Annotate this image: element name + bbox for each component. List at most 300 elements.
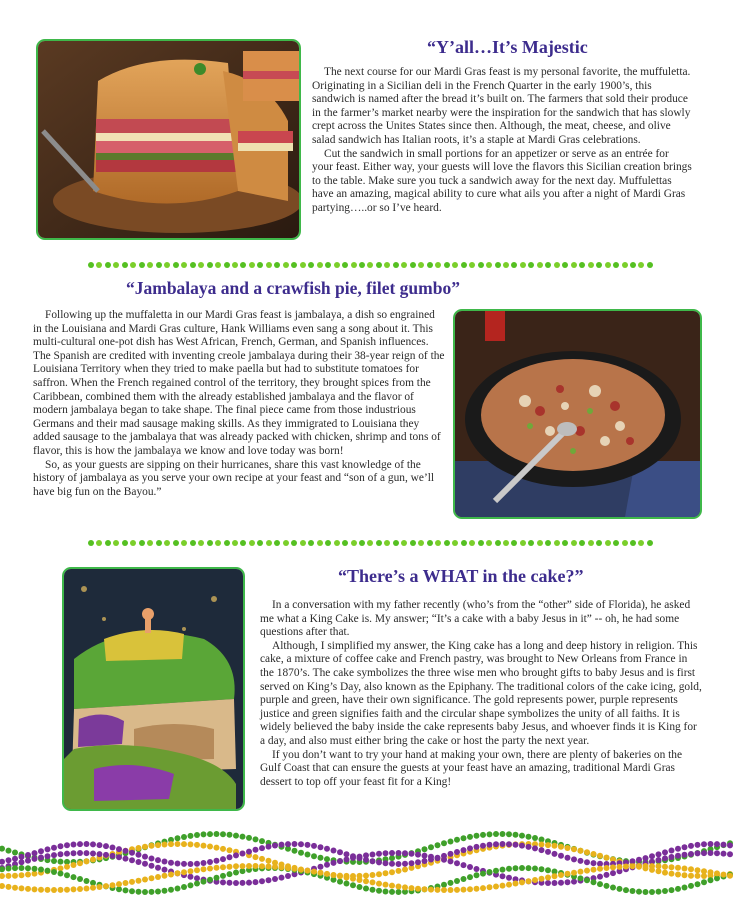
bead bbox=[123, 887, 129, 893]
bead bbox=[688, 883, 694, 889]
bead bbox=[266, 844, 272, 850]
bead bbox=[604, 872, 610, 878]
bead bbox=[454, 878, 460, 884]
bead bbox=[688, 851, 694, 857]
bead bbox=[552, 880, 558, 886]
bead bbox=[448, 858, 454, 864]
bead bbox=[558, 872, 564, 878]
bead bbox=[0, 883, 5, 889]
bead bbox=[682, 872, 688, 878]
bead bbox=[77, 841, 83, 847]
bead bbox=[552, 851, 558, 857]
bead bbox=[201, 866, 207, 872]
bead bbox=[467, 874, 473, 880]
bead bbox=[162, 842, 168, 848]
bead bbox=[123, 848, 129, 854]
bead bbox=[331, 872, 337, 878]
bead bbox=[168, 872, 174, 878]
bead bbox=[467, 845, 473, 851]
bead bbox=[721, 851, 727, 857]
bead bbox=[259, 863, 265, 869]
bead bbox=[727, 842, 733, 848]
bead bbox=[51, 887, 57, 893]
bead bbox=[136, 859, 142, 865]
bead bbox=[51, 858, 57, 864]
bead bbox=[454, 887, 460, 893]
bead bbox=[6, 848, 12, 854]
bead bbox=[344, 881, 350, 887]
bead bbox=[155, 874, 161, 880]
bead bbox=[19, 854, 25, 860]
bead bbox=[194, 867, 200, 873]
bead bbox=[19, 872, 25, 878]
bead bbox=[558, 880, 564, 886]
bead bbox=[363, 873, 369, 879]
bead bbox=[389, 869, 395, 875]
bead bbox=[578, 875, 584, 881]
bead bbox=[188, 874, 194, 880]
bead bbox=[610, 870, 616, 876]
bead bbox=[526, 844, 532, 850]
bead bbox=[370, 879, 376, 885]
bead bbox=[675, 872, 681, 878]
bead bbox=[565, 871, 571, 877]
bead bbox=[207, 859, 213, 865]
bead bbox=[682, 852, 688, 858]
bead bbox=[25, 865, 31, 871]
bead bbox=[0, 873, 5, 879]
bead bbox=[84, 841, 90, 847]
bead bbox=[90, 851, 96, 857]
bead bbox=[162, 873, 168, 879]
jambalaya-paragraph: Following up the muffaletta in our Mardi Gras feast is jambalaya, a dish so engrained in the Louisiana and Mardi Gras culture, Hank Williams even sang a song about it. This multi-cultural one-pot dish has West African, French, German, and Spanish influences. The Spanish are credited with inventing creole jambalaya during their 38-year reign of the Louisiana Territory when they tried to make paella but had to substitute tomatoes for saffron. When the French regained control of the territory, they brought spices from the Caribbean, combined them with the already established jambalaya and the flavor of modern jambalaya began to take shape. The final piece came from those industrious Germans and their mad sausage making skills. As they immigrated to Louisiana they added sausage to the jambalaya that was already packed with chicken, shrimp and tons of flavor, this is how the jambalaya we know and love today was born! bbox=[33, 309, 445, 457]
bead bbox=[610, 864, 616, 870]
bead bbox=[526, 865, 532, 871]
bead bbox=[64, 851, 70, 857]
bead bbox=[506, 882, 512, 888]
bead bbox=[175, 835, 181, 841]
bead bbox=[38, 848, 44, 854]
bead bbox=[402, 861, 408, 867]
bead bbox=[344, 851, 350, 857]
bead bbox=[584, 877, 590, 883]
bead bbox=[571, 870, 577, 876]
dot-divider-2 bbox=[88, 540, 653, 546]
bead bbox=[19, 865, 25, 871]
bead bbox=[656, 889, 662, 895]
bead bbox=[441, 853, 447, 859]
bead bbox=[253, 863, 259, 869]
bead bbox=[643, 855, 649, 861]
bead bbox=[474, 833, 480, 839]
bead bbox=[324, 871, 330, 877]
bead bbox=[233, 870, 239, 876]
bead bbox=[467, 834, 473, 840]
bead bbox=[448, 851, 454, 857]
bead bbox=[194, 842, 200, 848]
bead bbox=[207, 844, 213, 850]
bead bbox=[448, 839, 454, 845]
bead bbox=[90, 857, 96, 863]
bead bbox=[188, 861, 194, 867]
jambalaya-heading: “Jambalaya and a crawfish pie, filet gumbo” bbox=[126, 278, 460, 298]
bead bbox=[539, 847, 545, 853]
bead bbox=[409, 860, 415, 866]
bead bbox=[6, 884, 12, 890]
bead bbox=[259, 878, 265, 884]
king-cake-paragraph: If you don’t want to try your hand at making your own, there are plenty of bakeries on the Gulf Coast that can ensure the guests at your feast have an amazing, traditional Mardi Gras dessert to top off your feast fit for a King! bbox=[260, 748, 683, 788]
bead bbox=[591, 867, 597, 873]
bead bbox=[682, 866, 688, 872]
bead bbox=[129, 888, 135, 894]
muffuletta-photo bbox=[36, 39, 301, 240]
bead bbox=[448, 887, 454, 893]
bead bbox=[285, 841, 291, 847]
bead bbox=[188, 882, 194, 888]
bead bbox=[350, 876, 356, 882]
bead bbox=[487, 869, 493, 875]
bead bbox=[19, 885, 25, 891]
bead bbox=[383, 889, 389, 895]
bead bbox=[331, 848, 337, 854]
bead bbox=[695, 873, 701, 879]
bead bbox=[64, 864, 70, 870]
bead bbox=[396, 868, 402, 874]
bead bbox=[142, 861, 148, 867]
bead bbox=[136, 878, 142, 884]
bead bbox=[110, 845, 116, 851]
bead bbox=[480, 885, 486, 891]
bead bbox=[370, 852, 376, 858]
bead bbox=[396, 861, 402, 867]
bead bbox=[688, 866, 694, 872]
bead bbox=[649, 863, 655, 869]
bead bbox=[285, 873, 291, 879]
bead bbox=[233, 833, 239, 839]
bead bbox=[610, 885, 616, 891]
bead bbox=[714, 841, 720, 847]
bead bbox=[279, 842, 285, 848]
bead bbox=[129, 850, 135, 856]
bead bbox=[240, 863, 246, 869]
bead bbox=[383, 870, 389, 876]
bead bbox=[136, 889, 142, 895]
bead bbox=[90, 841, 96, 847]
bead bbox=[0, 846, 5, 852]
bead bbox=[103, 843, 109, 849]
bead bbox=[578, 869, 584, 875]
bead bbox=[422, 846, 428, 852]
bead bbox=[149, 889, 155, 895]
bead bbox=[142, 844, 148, 850]
bead bbox=[162, 888, 168, 894]
bead bbox=[396, 850, 402, 856]
bead bbox=[591, 879, 597, 885]
bead bbox=[58, 843, 64, 849]
bead bbox=[636, 863, 642, 869]
bead bbox=[662, 864, 668, 870]
bead bbox=[409, 851, 415, 857]
bead bbox=[77, 876, 83, 882]
bead bbox=[181, 884, 187, 890]
bead bbox=[370, 872, 376, 878]
bead bbox=[376, 851, 382, 857]
bead bbox=[415, 852, 421, 858]
bead bbox=[714, 870, 720, 876]
bead bbox=[246, 835, 252, 841]
bead bbox=[532, 866, 538, 872]
bead bbox=[253, 836, 259, 842]
mardi-gras-beads-border bbox=[0, 820, 735, 900]
bead bbox=[389, 889, 395, 895]
bead bbox=[318, 855, 324, 861]
muffuletta-heading: “Y’all…It’s Majestic bbox=[427, 37, 588, 57]
bead bbox=[246, 880, 252, 886]
bead bbox=[597, 866, 603, 872]
bead bbox=[45, 846, 51, 852]
bead bbox=[643, 863, 649, 869]
bead bbox=[6, 873, 12, 879]
bead bbox=[545, 880, 551, 886]
bead bbox=[526, 878, 532, 884]
bead bbox=[422, 886, 428, 892]
bead bbox=[591, 851, 597, 857]
bead bbox=[259, 845, 265, 851]
bead bbox=[383, 882, 389, 888]
bead bbox=[188, 868, 194, 874]
bead bbox=[545, 867, 551, 873]
bead bbox=[558, 844, 564, 850]
bead bbox=[714, 850, 720, 856]
muffuletta-paragraph: The next course for our Mardi Gras feast is my personal favorite, the muffuletta. Originating in a Sicilian deli in the French Quarter in the early 1900’s, this sandwich is named after the bread it’s built on. The farmers that sold their produce in the farmer’s market nearby were the inspiration for the sandwich that has slowly crept across the Unites States since then. Although, the meat, cheese, and olive salad sandwich has Italian roots, it’s a staple at Mardi Gras celebrations. bbox=[312, 66, 691, 146]
bead bbox=[545, 875, 551, 881]
bead bbox=[142, 854, 148, 860]
bead bbox=[324, 846, 330, 852]
bead bbox=[474, 866, 480, 872]
bead bbox=[675, 853, 681, 859]
bead bbox=[227, 871, 233, 877]
bead bbox=[233, 880, 239, 886]
bead bbox=[77, 850, 83, 856]
bead bbox=[396, 889, 402, 895]
bead bbox=[142, 877, 148, 883]
bead bbox=[123, 856, 129, 862]
bead bbox=[58, 859, 64, 865]
bead bbox=[136, 845, 142, 851]
bead bbox=[64, 872, 70, 878]
bead bbox=[682, 885, 688, 891]
bead bbox=[708, 869, 714, 875]
bead bbox=[604, 865, 610, 871]
bead bbox=[12, 856, 18, 862]
bead bbox=[506, 875, 512, 881]
bead bbox=[441, 840, 447, 846]
bead bbox=[578, 858, 584, 864]
bead bbox=[344, 875, 350, 881]
bead bbox=[240, 880, 246, 886]
bead bbox=[220, 864, 226, 870]
bead bbox=[38, 887, 44, 893]
bead bbox=[259, 838, 265, 844]
bead bbox=[84, 878, 90, 884]
bead bbox=[71, 874, 77, 880]
bead bbox=[0, 859, 5, 865]
bead bbox=[604, 855, 610, 861]
bead bbox=[149, 863, 155, 869]
bead bbox=[259, 856, 265, 862]
bead bbox=[669, 854, 675, 860]
bead bbox=[474, 886, 480, 892]
bead bbox=[142, 889, 148, 895]
bead bbox=[552, 843, 558, 849]
bead bbox=[318, 844, 324, 850]
bead bbox=[402, 867, 408, 873]
bead bbox=[181, 841, 187, 847]
dot-divider-1 bbox=[88, 262, 653, 268]
bead bbox=[662, 888, 668, 894]
bead bbox=[532, 835, 538, 841]
bead bbox=[656, 851, 662, 857]
bead bbox=[207, 877, 213, 883]
bead bbox=[201, 831, 207, 837]
bead bbox=[214, 875, 220, 881]
bead bbox=[344, 857, 350, 863]
bead bbox=[227, 864, 233, 870]
bead bbox=[324, 862, 330, 868]
bead bbox=[506, 841, 512, 847]
bead bbox=[337, 858, 343, 864]
bead bbox=[441, 882, 447, 888]
bead bbox=[77, 860, 83, 866]
bead bbox=[500, 883, 506, 889]
bead bbox=[175, 870, 181, 876]
bead bbox=[45, 853, 51, 859]
bead bbox=[292, 848, 298, 854]
bead bbox=[571, 856, 577, 862]
muffuletta-paragraph: Cut the sandwich in small portions for an appetizer or serve as an entrée for your feast. Either way, your guests will love the flavors this Sicilian creation brings to the table. Make sure you tuck a sandwich away for the next day. Muffulettas have an amazing, magical ability to cure what ails you after a night of Mardi Gras partying…..or so I’ve heard. bbox=[312, 147, 692, 214]
bead bbox=[201, 860, 207, 866]
bead bbox=[428, 844, 434, 850]
bead bbox=[272, 843, 278, 849]
bead bbox=[617, 886, 623, 892]
bead bbox=[480, 832, 486, 838]
bead bbox=[272, 876, 278, 882]
bead bbox=[181, 861, 187, 867]
bead bbox=[201, 879, 207, 885]
bead bbox=[298, 850, 304, 856]
bead bbox=[370, 858, 376, 864]
bead bbox=[519, 833, 525, 839]
bead bbox=[643, 889, 649, 895]
bead bbox=[565, 855, 571, 861]
jambalaya-photo bbox=[453, 309, 702, 519]
bead bbox=[376, 859, 382, 865]
bead bbox=[311, 843, 317, 849]
bead bbox=[168, 860, 174, 866]
bead bbox=[565, 879, 571, 885]
bead bbox=[201, 843, 207, 849]
bead bbox=[487, 884, 493, 890]
bead bbox=[532, 877, 538, 883]
bead bbox=[493, 884, 499, 890]
bead bbox=[656, 863, 662, 869]
bead bbox=[305, 852, 311, 858]
bead bbox=[376, 888, 382, 894]
bead bbox=[617, 864, 623, 870]
bead bbox=[181, 869, 187, 875]
bead bbox=[194, 861, 200, 867]
bead bbox=[214, 845, 220, 851]
bead bbox=[435, 855, 441, 861]
bead bbox=[97, 842, 103, 848]
bead bbox=[636, 889, 642, 895]
bead bbox=[363, 857, 369, 863]
bead bbox=[454, 860, 460, 866]
bead bbox=[519, 879, 525, 885]
bead bbox=[428, 887, 434, 893]
bead bbox=[701, 850, 707, 856]
bead bbox=[155, 842, 161, 848]
bead bbox=[194, 875, 200, 881]
bead bbox=[110, 882, 116, 888]
jambalaya-article bbox=[33, 309, 445, 499]
bead bbox=[32, 886, 38, 892]
bead bbox=[279, 875, 285, 881]
bead bbox=[253, 847, 259, 853]
bead bbox=[519, 843, 525, 849]
bead bbox=[675, 865, 681, 871]
bead bbox=[266, 864, 272, 870]
bead bbox=[695, 842, 701, 848]
bead bbox=[532, 845, 538, 851]
bead bbox=[32, 866, 38, 872]
bead bbox=[272, 864, 278, 870]
bead bbox=[188, 841, 194, 847]
bead bbox=[175, 861, 181, 867]
bead bbox=[51, 869, 57, 875]
bead bbox=[311, 853, 317, 859]
bead bbox=[162, 859, 168, 865]
bead bbox=[25, 886, 31, 892]
bead bbox=[331, 860, 337, 866]
bead bbox=[376, 881, 382, 887]
bead bbox=[214, 831, 220, 837]
bead bbox=[84, 850, 90, 856]
bead bbox=[688, 873, 694, 879]
bead bbox=[461, 835, 467, 841]
bead bbox=[227, 832, 233, 838]
bead bbox=[19, 859, 25, 865]
bead bbox=[266, 858, 272, 864]
bead bbox=[383, 850, 389, 856]
bead bbox=[708, 841, 714, 847]
bead bbox=[136, 852, 142, 858]
bead bbox=[6, 857, 12, 863]
bead bbox=[350, 853, 356, 859]
bead bbox=[194, 832, 200, 838]
bead bbox=[584, 859, 590, 865]
bead bbox=[402, 850, 408, 856]
bead bbox=[695, 881, 701, 887]
bead bbox=[428, 857, 434, 863]
bead bbox=[493, 831, 499, 837]
bead bbox=[240, 851, 246, 857]
bead bbox=[389, 861, 395, 867]
bead bbox=[435, 842, 441, 848]
bead bbox=[630, 888, 636, 894]
bead bbox=[552, 873, 558, 879]
bead bbox=[116, 854, 122, 860]
